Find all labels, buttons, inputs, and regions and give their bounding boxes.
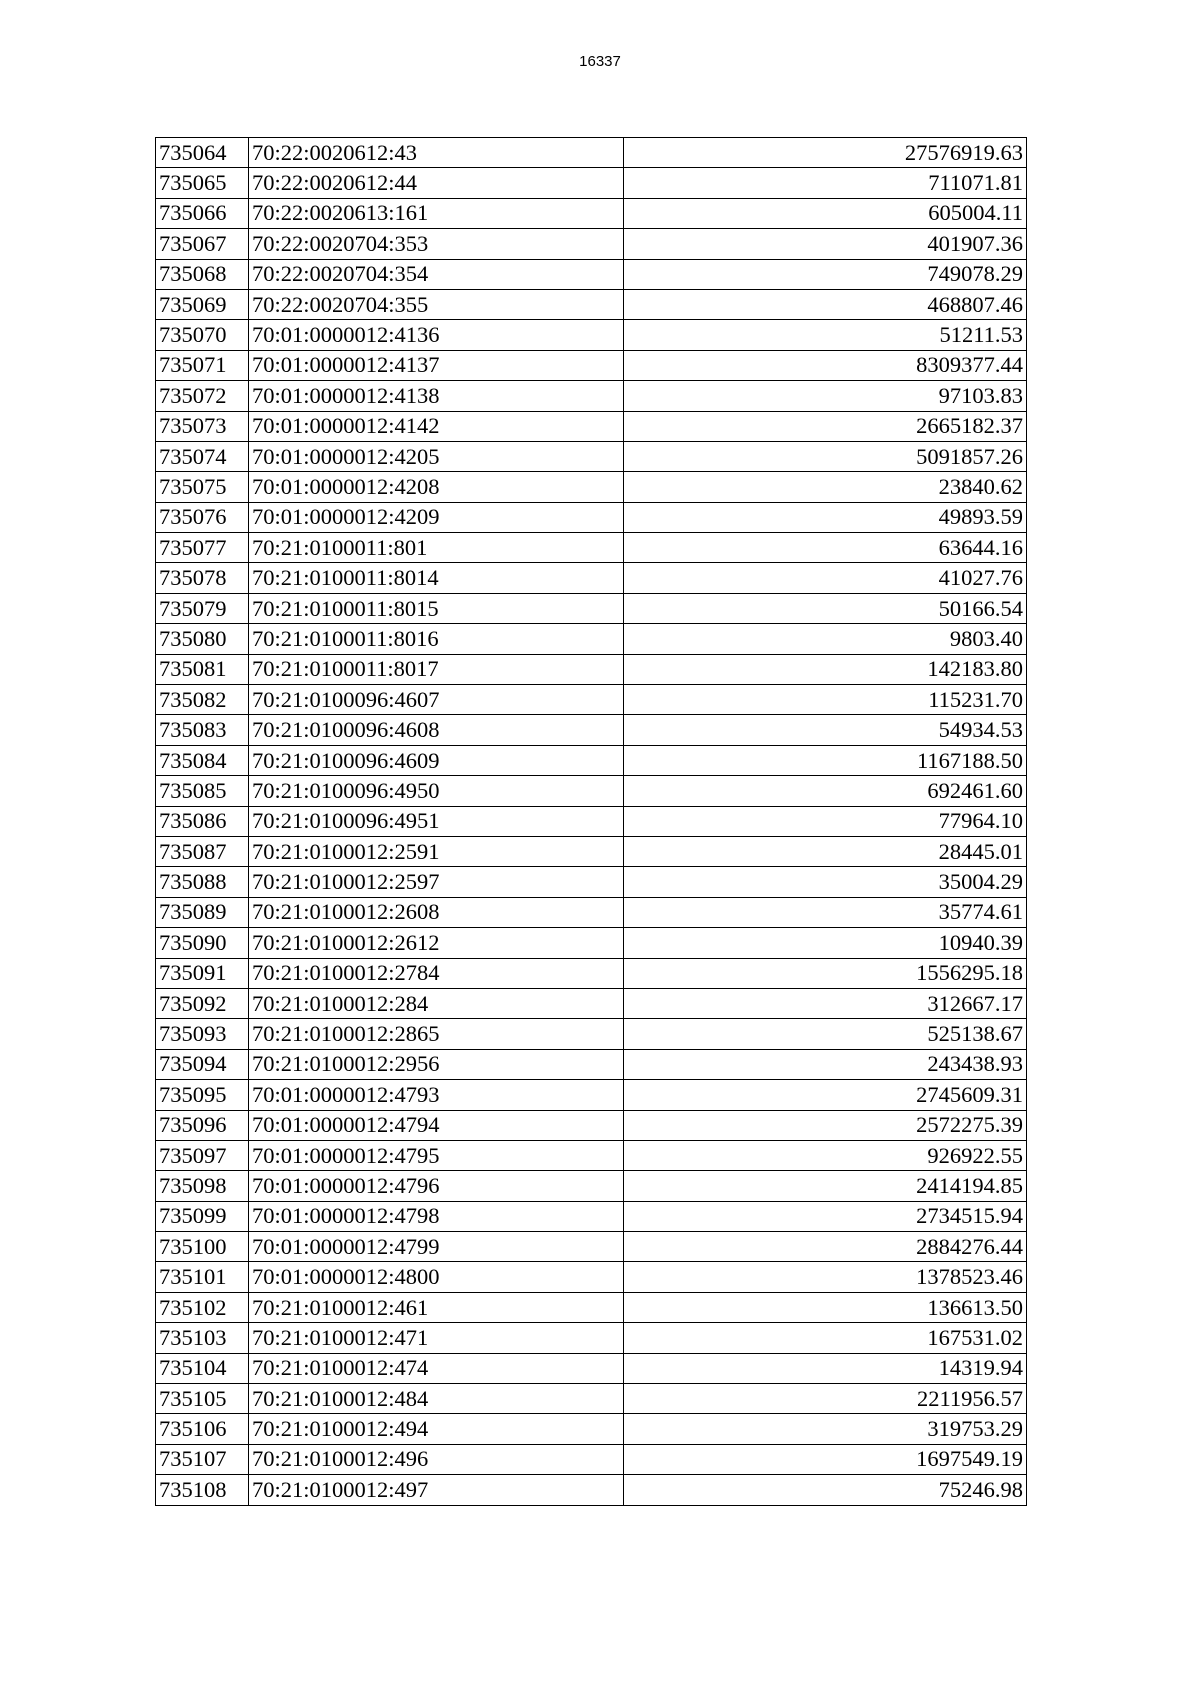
row-number-cell: 735081: [156, 654, 249, 684]
table-row: [156, 1140, 1027, 1170]
value-cell: 319753.29: [624, 1414, 1027, 1444]
row-number-cell: 735090: [156, 928, 249, 958]
value-cell: 167531.02: [624, 1323, 1027, 1353]
row-number-cell: 735104: [156, 1353, 249, 1383]
cadastral-number-cell: 70:22:0020613:161: [249, 198, 624, 228]
value-cell: 692461.60: [624, 776, 1027, 806]
value-cell: 243438.93: [624, 1049, 1027, 1079]
cadastral-number-cell: 70:01:0000012:4137: [249, 350, 624, 380]
value-cell: 63644.16: [624, 533, 1027, 563]
row-number-cell: 735066: [156, 198, 249, 228]
cadastral-number-cell: 70:21:0100011:801: [249, 533, 624, 563]
cadastral-number-cell: 70:22:0020704:355: [249, 289, 624, 319]
row-number-cell: 735065: [156, 168, 249, 198]
cadastral-number-cell: 70:21:0100012:2865: [249, 1019, 624, 1049]
row-number-cell: 735092: [156, 988, 249, 1018]
cadastral-number-cell: 70:22:0020612:44: [249, 168, 624, 198]
row-number-cell: 735096: [156, 1110, 249, 1140]
cadastral-number-cell: 70:01:0000012:4799: [249, 1232, 624, 1262]
value-cell: 23840.62: [624, 472, 1027, 502]
cadastral-number-cell: 70:21:0100096:4608: [249, 715, 624, 745]
table-row: [156, 1444, 1027, 1474]
cadastral-number-cell: 70:21:0100011:8014: [249, 563, 624, 593]
table-row: [156, 867, 1027, 897]
cadastral-number-cell: 70:21:0100012:2784: [249, 958, 624, 988]
value-cell: 9803.40: [624, 624, 1027, 654]
value-cell: 50166.54: [624, 593, 1027, 623]
table-body: [156, 138, 1027, 1506]
table-row: [156, 350, 1027, 380]
cadastral-number-cell: 70:21:0100012:474: [249, 1353, 624, 1383]
value-cell: 35774.61: [624, 897, 1027, 927]
cadastral-number-cell: 70:21:0100012:2608: [249, 897, 624, 927]
table-row: [156, 1384, 1027, 1414]
cadastral-number-cell: 70:21:0100011:8016: [249, 624, 624, 654]
table-row: [156, 1232, 1027, 1262]
value-cell: 14319.94: [624, 1353, 1027, 1383]
value-cell: 468807.46: [624, 289, 1027, 319]
value-cell: 28445.01: [624, 836, 1027, 866]
value-cell: 5091857.26: [624, 441, 1027, 471]
value-cell: 51211.53: [624, 320, 1027, 350]
row-number-cell: 735068: [156, 259, 249, 289]
value-cell: 10940.39: [624, 928, 1027, 958]
row-number-cell: 735079: [156, 593, 249, 623]
table-row: [156, 502, 1027, 532]
row-number-cell: 735069: [156, 289, 249, 319]
cadastral-number-cell: 70:21:0100012:497: [249, 1475, 624, 1505]
cadastral-number-cell: 70:22:0020704:354: [249, 259, 624, 289]
table-row: [156, 563, 1027, 593]
row-number-cell: 735095: [156, 1080, 249, 1110]
table-row: [156, 1201, 1027, 1231]
value-cell: 136613.50: [624, 1292, 1027, 1322]
cadastral-number-cell: 70:01:0000012:4208: [249, 472, 624, 502]
table-row: [156, 654, 1027, 684]
cadastral-number-cell: 70:21:0100012:494: [249, 1414, 624, 1444]
value-cell: 2745609.31: [624, 1080, 1027, 1110]
cadastral-number-cell: 70:01:0000012:4795: [249, 1140, 624, 1170]
cadastral-number-cell: 70:21:0100096:4607: [249, 685, 624, 715]
cadastral-number-cell: 70:21:0100011:8015: [249, 593, 624, 623]
row-number-cell: 735073: [156, 411, 249, 441]
table-row: [156, 441, 1027, 471]
cadastral-number-cell: 70:01:0000012:4142: [249, 411, 624, 441]
cadastral-number-cell: 70:21:0100012:2597: [249, 867, 624, 897]
value-cell: 1556295.18: [624, 958, 1027, 988]
row-number-cell: 735103: [156, 1323, 249, 1353]
table-row: [156, 715, 1027, 745]
value-cell: 926922.55: [624, 1140, 1027, 1170]
table-row: [156, 836, 1027, 866]
table-row: [156, 776, 1027, 806]
row-number-cell: 735091: [156, 958, 249, 988]
row-number-cell: 735076: [156, 502, 249, 532]
row-number-cell: 735107: [156, 1444, 249, 1474]
table-row: [156, 411, 1027, 441]
row-number-cell: 735077: [156, 533, 249, 563]
cadastral-value-table: [155, 137, 1027, 1506]
row-number-cell: 735098: [156, 1171, 249, 1201]
row-number-cell: 735087: [156, 836, 249, 866]
cadastral-number-cell: 70:21:0100012:461: [249, 1292, 624, 1322]
table-row: [156, 168, 1027, 198]
value-cell: 8309377.44: [624, 350, 1027, 380]
row-number-cell: 735100: [156, 1232, 249, 1262]
cadastral-number-cell: 70:21:0100012:2591: [249, 836, 624, 866]
cadastral-number-cell: 70:01:0000012:4800: [249, 1262, 624, 1292]
cadastral-number-cell: 70:21:0100096:4950: [249, 776, 624, 806]
row-number-cell: 735097: [156, 1140, 249, 1170]
value-cell: 2572275.39: [624, 1110, 1027, 1140]
row-number-cell: 735067: [156, 229, 249, 259]
table-row: [156, 1171, 1027, 1201]
cadastral-number-cell: 70:21:0100011:8017: [249, 654, 624, 684]
table-row: [156, 198, 1027, 228]
table-row: [156, 988, 1027, 1018]
table-row: [156, 1262, 1027, 1292]
row-number-cell: 735086: [156, 806, 249, 836]
row-number-cell: 735093: [156, 1019, 249, 1049]
value-cell: 75246.98: [624, 1475, 1027, 1505]
table-row: [156, 138, 1027, 168]
row-number-cell: 735085: [156, 776, 249, 806]
row-number-cell: 735102: [156, 1292, 249, 1322]
row-number-cell: 735082: [156, 685, 249, 715]
table-row: [156, 958, 1027, 988]
value-cell: 1697549.19: [624, 1444, 1027, 1474]
table-row: [156, 928, 1027, 958]
table-row: [156, 381, 1027, 411]
table-row: [156, 1110, 1027, 1140]
value-cell: 525138.67: [624, 1019, 1027, 1049]
row-number-cell: 735099: [156, 1201, 249, 1231]
cadastral-number-cell: 70:21:0100012:2612: [249, 928, 624, 958]
value-cell: 312667.17: [624, 988, 1027, 1018]
value-cell: 115231.70: [624, 685, 1027, 715]
value-cell: 401907.36: [624, 229, 1027, 259]
table-row: [156, 1414, 1027, 1444]
table-row: [156, 1019, 1027, 1049]
table-row: [156, 806, 1027, 836]
row-number-cell: 735075: [156, 472, 249, 502]
cadastral-number-cell: 70:01:0000012:4796: [249, 1171, 624, 1201]
table-row: [156, 1323, 1027, 1353]
value-cell: 1167188.50: [624, 745, 1027, 775]
table-row: [156, 533, 1027, 563]
value-cell: 97103.83: [624, 381, 1027, 411]
cadastral-number-cell: 70:01:0000012:4205: [249, 441, 624, 471]
row-number-cell: 735101: [156, 1262, 249, 1292]
row-number-cell: 735072: [156, 381, 249, 411]
cadastral-number-cell: 70:01:0000012:4138: [249, 381, 624, 411]
cadastral-number-cell: 70:21:0100012:2956: [249, 1049, 624, 1079]
cadastral-number-cell: 70:01:0000012:4793: [249, 1080, 624, 1110]
table-row: [156, 1049, 1027, 1079]
table-row: [156, 472, 1027, 502]
row-number-cell: 735088: [156, 867, 249, 897]
cadastral-number-cell: 70:21:0100012:484: [249, 1384, 624, 1414]
value-cell: 605004.11: [624, 198, 1027, 228]
value-cell: 49893.59: [624, 502, 1027, 532]
table-row: [156, 1292, 1027, 1322]
table-row: [156, 289, 1027, 319]
row-number-cell: 735064: [156, 138, 249, 168]
value-cell: 1378523.46: [624, 1262, 1027, 1292]
table-row: [156, 745, 1027, 775]
value-cell: 2884276.44: [624, 1232, 1027, 1262]
row-number-cell: 735078: [156, 563, 249, 593]
table-row: [156, 259, 1027, 289]
value-cell: 142183.80: [624, 654, 1027, 684]
cadastral-number-cell: 70:22:0020612:43: [249, 138, 624, 168]
value-cell: 749078.29: [624, 259, 1027, 289]
cadastral-number-cell: 70:21:0100012:471: [249, 1323, 624, 1353]
table-row: [156, 897, 1027, 927]
value-cell: 2211956.57: [624, 1384, 1027, 1414]
row-number-cell: 735074: [156, 441, 249, 471]
table-row: [156, 320, 1027, 350]
value-cell: 711071.81: [624, 168, 1027, 198]
page-number: 16337: [579, 53, 621, 70]
row-number-cell: 735071: [156, 350, 249, 380]
table-row: [156, 624, 1027, 654]
cadastral-number-cell: 70:21:0100012:284: [249, 988, 624, 1018]
table-row: [156, 1475, 1027, 1505]
value-cell: 27576919.63: [624, 138, 1027, 168]
table-row: [156, 1080, 1027, 1110]
cadastral-number-cell: 70:01:0000012:4794: [249, 1110, 624, 1140]
row-number-cell: 735105: [156, 1384, 249, 1414]
value-cell: 54934.53: [624, 715, 1027, 745]
row-number-cell: 735094: [156, 1049, 249, 1079]
table-row: [156, 229, 1027, 259]
cadastral-number-cell: 70:22:0020704:353: [249, 229, 624, 259]
value-cell: 35004.29: [624, 867, 1027, 897]
value-cell: 2734515.94: [624, 1201, 1027, 1231]
value-cell: 77964.10: [624, 806, 1027, 836]
cadastral-number-cell: 70:21:0100096:4951: [249, 806, 624, 836]
cadastral-number-cell: 70:01:0000012:4209: [249, 502, 624, 532]
value-cell: 41027.76: [624, 563, 1027, 593]
row-number-cell: 735070: [156, 320, 249, 350]
row-number-cell: 735108: [156, 1475, 249, 1505]
row-number-cell: 735089: [156, 897, 249, 927]
value-cell: 2665182.37: [624, 411, 1027, 441]
table-row: [156, 685, 1027, 715]
row-number-cell: 735084: [156, 745, 249, 775]
cadastral-number-cell: 70:01:0000012:4136: [249, 320, 624, 350]
cadastral-number-cell: 70:21:0100012:496: [249, 1444, 624, 1474]
row-number-cell: 735083: [156, 715, 249, 745]
row-number-cell: 735106: [156, 1414, 249, 1444]
cadastral-number-cell: 70:01:0000012:4798: [249, 1201, 624, 1231]
cadastral-number-cell: 70:21:0100096:4609: [249, 745, 624, 775]
row-number-cell: 735080: [156, 624, 249, 654]
value-cell: 2414194.85: [624, 1171, 1027, 1201]
table-row: [156, 593, 1027, 623]
table-row: [156, 1353, 1027, 1383]
